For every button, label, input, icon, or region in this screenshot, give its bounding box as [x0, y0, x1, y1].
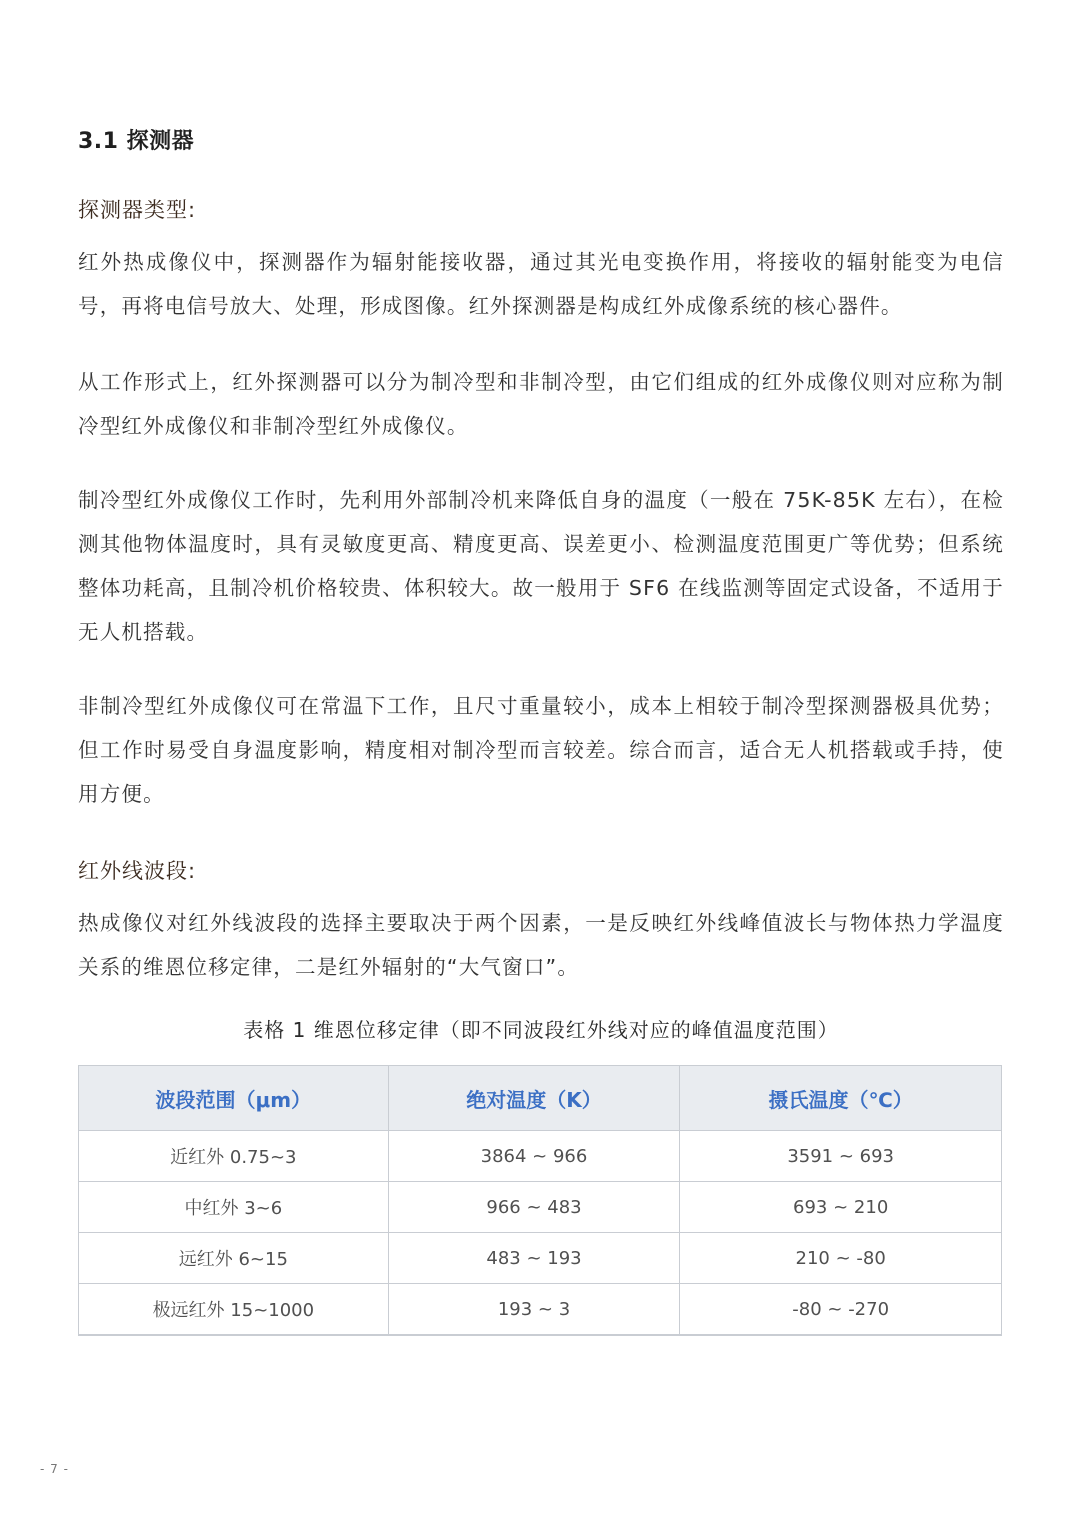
wien-law-table	[78, 1065, 1002, 1336]
paragraph-cooled-detector: 制冷型红外成像仪工作时，先利用外部制冷机来降低自身的温度（一般在 75K-85K 左右），在检测其他物体温度时，具有灵敏度更高、精度更高、误差更小、检测温度范围更广等优势；但系统整体功耗高，且制冷机价格较贵、体积较大。故一般用于 SF6 在线监测等固定式设备，不适用于无人机搭载。	[78, 488, 1004, 644]
header-band-range: 波段范围（μm）	[79, 1066, 389, 1131]
cell-band-range: 远红外 6~15	[79, 1233, 389, 1284]
cell-celsius-temp: 693 ~ 210	[680, 1182, 1002, 1233]
paragraph-uncooled-detector: 非制冷型红外成像仪可在常温下工作，且尺寸重量较小，成本上相较于制冷型探测器极具优势；但工作时易受自身温度影响，精度相对制冷型而言较差。综合而言，适合无人机搭载或手持，使用方便。	[78, 694, 1004, 806]
table-row	[79, 1233, 1002, 1284]
cell-absolute-temp: 193 ~ 3	[388, 1284, 680, 1336]
cell-band-range: 极远红外 15~1000	[79, 1284, 389, 1336]
section-title: 3.1 探测器	[78, 129, 195, 154]
infrared-bands-heading: 红外线波段:	[78, 859, 197, 883]
table-row	[79, 1131, 1002, 1182]
cell-celsius-temp: -80 ~ -270	[680, 1284, 1002, 1336]
cell-absolute-temp: 483 ~ 193	[388, 1233, 680, 1284]
detector-types-heading: 探测器类型:	[78, 198, 197, 222]
paragraph-detector-classification: 从工作形式上，红外探测器可以分为制冷型和非制冷型，由它们组成的红外成像仪则对应称为制冷型红外成像仪和非制冷型红外成像仪。	[78, 370, 1004, 438]
table-caption: 表格 1 维恩位移定律（即不同波段红外线对应的峰值温度范围）	[243, 1018, 839, 1042]
table-header-row	[79, 1066, 1002, 1131]
header-celsius-temp: 摄氏温度（℃）	[680, 1066, 1002, 1131]
cell-celsius-temp: 3591 ~ 693	[680, 1131, 1002, 1182]
cell-absolute-temp: 3864 ~ 966	[388, 1131, 680, 1182]
cell-absolute-temp: 966 ~ 483	[388, 1182, 680, 1233]
table-row	[79, 1284, 1002, 1336]
paragraph-detector-intro: 红外热成像仪中，探测器作为辐射能接收器，通过其光电变换作用，将接收的辐射能变为电信号，再将电信号放大、处理，形成图像。红外探测器是构成红外成像系统的核心器件。	[78, 250, 1004, 318]
cell-band-range: 近红外 0.75~3	[79, 1131, 389, 1182]
paragraph-infrared-bands: 热成像仪对红外线波段的选择主要取决于两个因素，一是反映红外线峰值波长与物体热力学温度关系的维恩位移定律，二是红外辐射的“大气窗口”。	[78, 911, 1004, 979]
header-absolute-temp: 绝对温度（K）	[388, 1066, 680, 1131]
table-row	[79, 1182, 1002, 1233]
page-number: - 7 -	[40, 1462, 69, 1476]
cell-celsius-temp: 210 ~ -80	[680, 1233, 1002, 1284]
cell-band-range: 中红外 3~6	[79, 1182, 389, 1233]
